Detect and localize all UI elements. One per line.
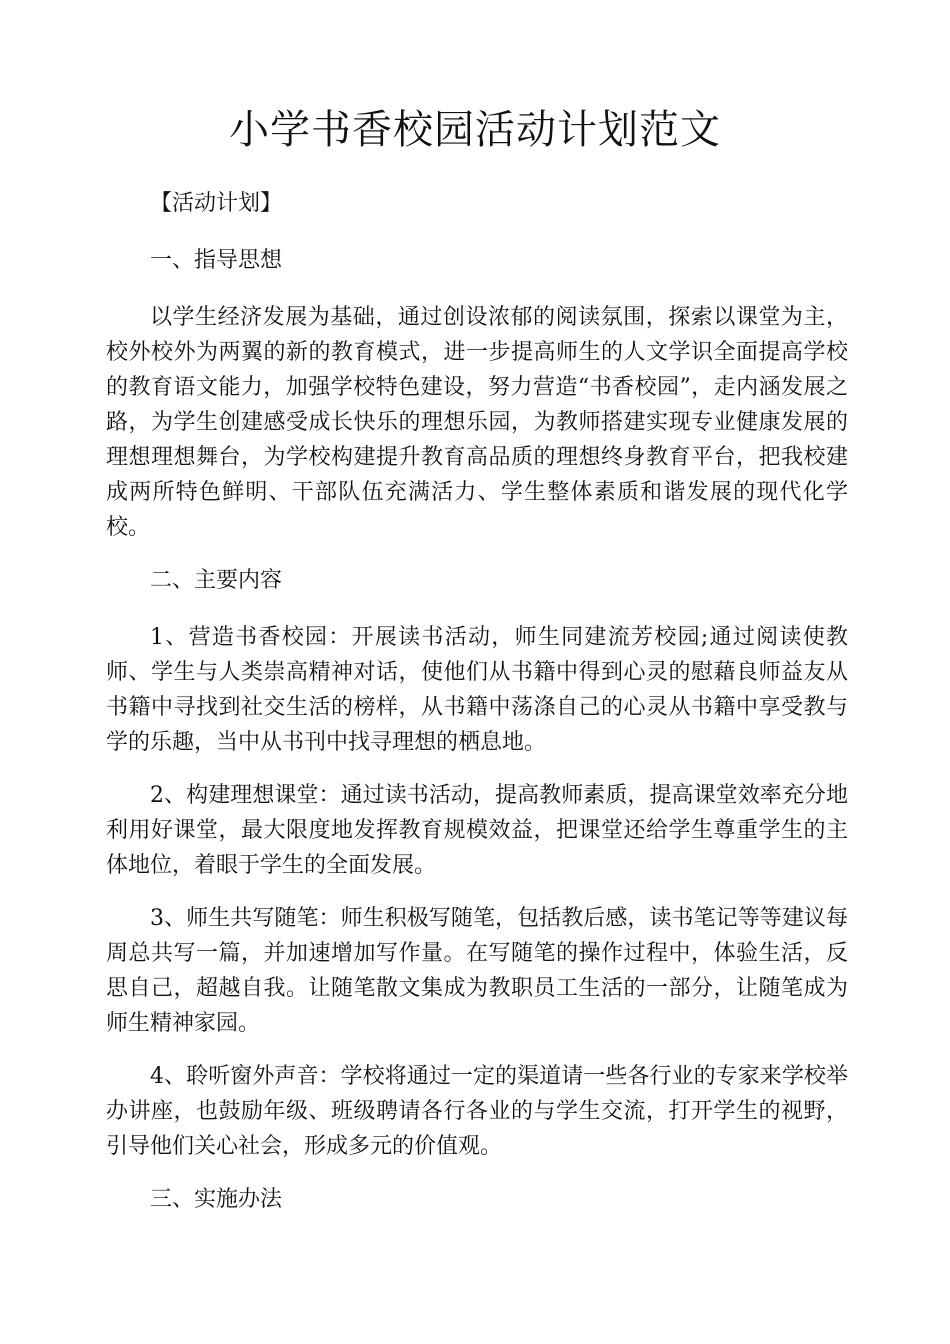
heading-implementation: 三、实施办法 — [150, 1187, 283, 1212]
paragraph-guiding-ideology: 以学生经济发展为基础，通过创设浓郁的阅读氛围，探索以课堂为主，校外校外为两翼的新的教育模式，进一步提高师生的人文学识全面提高学校的教育语文能力，加强学校特色建设，努力营造“书香校园”，走内涵发展之路，为学生创建感受成长快乐的理想乐园，为教师搭建实现专业健康发展的理想理想舞台，为学校构建提升教育高品质的理想终身教育平台，把我校建成两所特色鲜明、干部队伍充满活力、学生整体素质和谐发展的现代化学校。 — [106, 305, 848, 540]
heading-guiding-ideology: 一、指导思想 — [150, 248, 283, 273]
paragraph-item-2: 2、构建理想课堂：通过读书活动，提高教师素质，提高课堂效率充分地利用好课堂，最大限度地发挥教育规模效益，把课堂还给学生尊重学生的主体地位，着眼于学生的全面发展。 — [106, 783, 848, 878]
heading-main-content: 二、主要内容 — [150, 568, 283, 593]
paragraph-item-3: 3、师生共写随笔：师生积极写随笔，包括教后感，读书笔记等等建议每周总共写一篇，并加速增加写作量。在写随笔的操作过程中，体验生活，反思自己，超越自我。让随笔散文集成为教职员工生活的一部分，让随笔成为师生精神家园。 — [106, 906, 848, 1036]
paragraph-item-4: 4、聆听窗外声音：学校将通过一定的渠道请一些各行业的专家来学校举办讲座，也鼓励年级、班级聘请各行各业的与学生交流，打开学生的视野，引导他们关心社会，形成多元的价值观。 — [106, 1064, 848, 1159]
document-title: 小学书香校园活动计划范文 — [229, 107, 721, 153]
section-label: 【活动计划】 — [150, 191, 283, 216]
document-body — [106, 186, 848, 1239]
paragraph-item-1: 1、营造书香校园：开展读书活动，师生同建流芳校园;通过阅读使教师、学生与人类崇高精神对话，使他们从书籍中得到心灵的慰藉良师益友从书籍中寻找到社交生活的榜样，从书籍中荡涤自己的心灵从书籍中享受教与学的乐趣，当中从书刊中找寻理想的栖息地。 — [106, 625, 848, 755]
